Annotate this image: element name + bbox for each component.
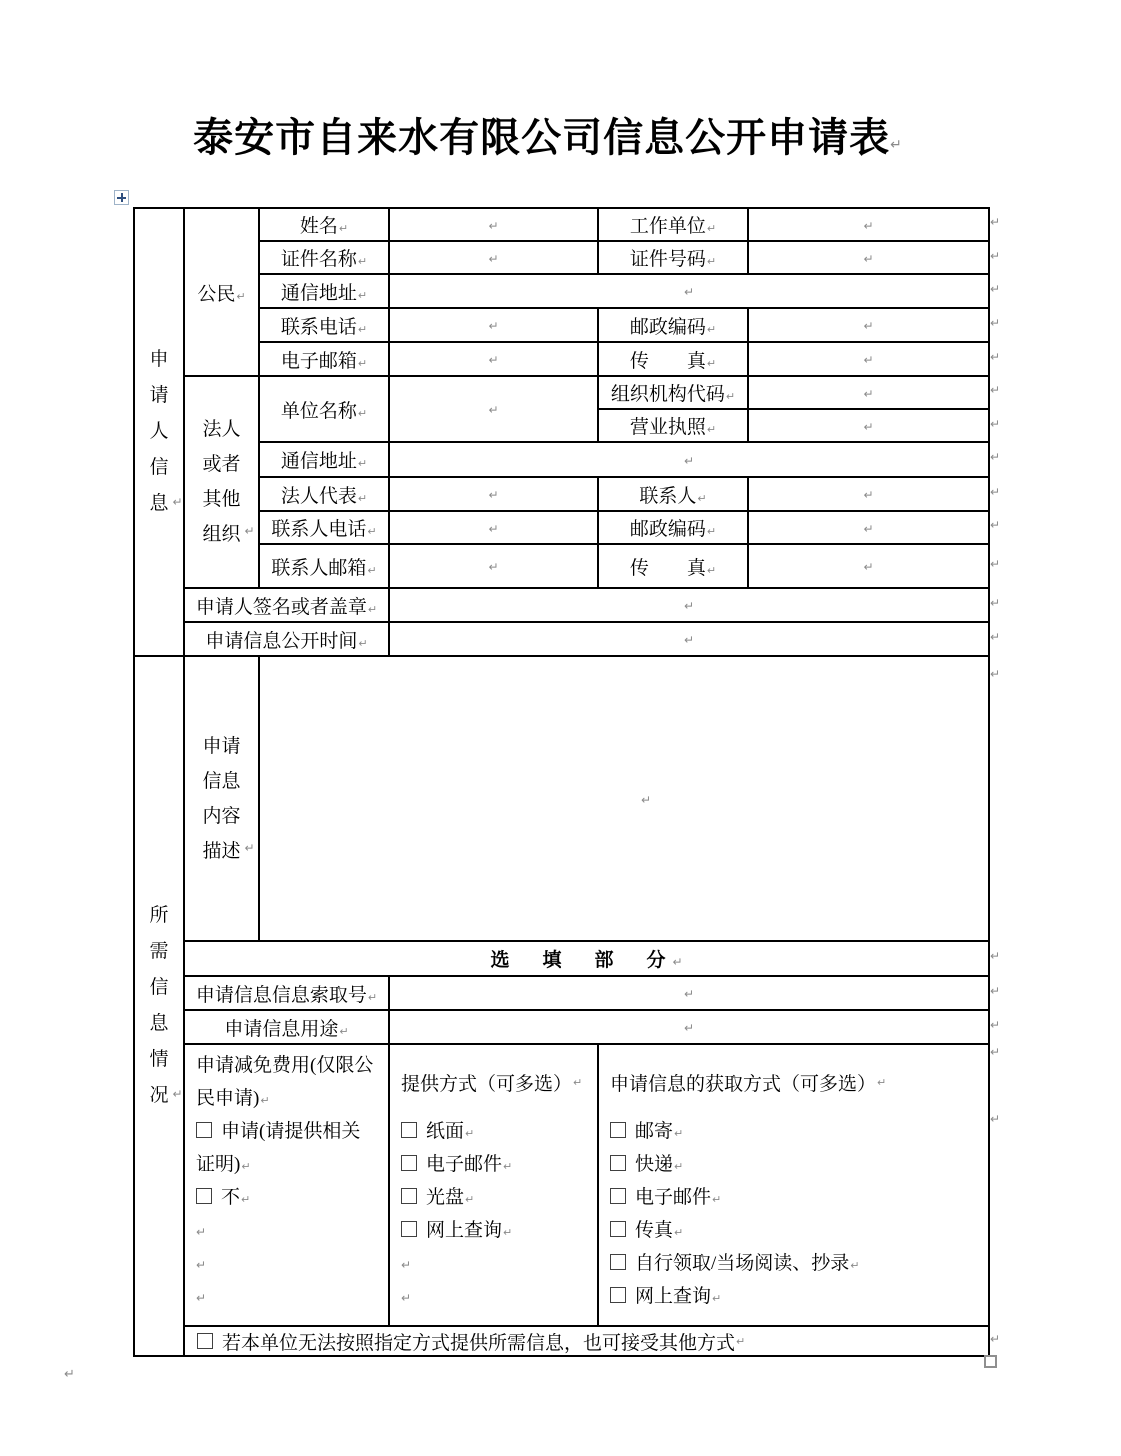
citizen-address-label: 通信地址↵	[259, 274, 389, 308]
section-required-label: 所需信息情况	[149, 905, 169, 1106]
checkbox-icon[interactable]	[401, 1221, 417, 1237]
row-end-mark: ↵	[990, 667, 1001, 681]
paragraph-mark: ↵	[863, 386, 874, 401]
paragraph-mark: ↵	[863, 419, 874, 434]
paragraph-mark: ↵	[196, 1225, 207, 1239]
section-applicant-label: 申请人信息	[149, 349, 169, 514]
fee-waiver-option-apply	[185, 1115, 388, 1148]
paragraph-mark: ↵	[401, 1291, 412, 1305]
citizen-fax-input-cell[interactable]	[748, 342, 989, 376]
paragraph-mark: ↵	[357, 406, 368, 420]
org-contact-label: 联系人↵	[598, 477, 748, 511]
paragraph-mark: ↵	[244, 840, 255, 855]
paragraph-mark: ↵	[863, 218, 874, 233]
paragraph-mark: ↵	[503, 1160, 513, 1173]
open-time-input-cell[interactable]	[389, 622, 989, 656]
paragraph-mark: ↵	[488, 218, 499, 233]
paragraph-mark: ↵	[683, 633, 695, 647]
checkbox-label: 若本单位无法按照指定方式提供所需信息，也可接受其他方式	[222, 1332, 736, 1354]
index-no-input-cell[interactable]	[389, 976, 989, 1010]
row-end-mark: ↵	[990, 417, 1001, 431]
paragraph-mark: ↵	[863, 353, 874, 367]
checkbox-label: 快递	[635, 1154, 674, 1175]
paragraph-mark: ↵	[172, 495, 183, 509]
paragraph-mark: ↵	[260, 1094, 270, 1107]
paragraph-mark: ↵	[725, 390, 736, 403]
checkbox-icon[interactable]	[610, 1155, 626, 1171]
checkbox-label: 申请(请提供相关	[221, 1121, 361, 1142]
row-end-mark: ↵	[990, 450, 1001, 464]
checkbox-label: 电子邮件	[426, 1154, 503, 1175]
group-citizen	[184, 208, 259, 376]
paragraph-mark: ↵	[672, 955, 683, 969]
paragraph-mark: ↵	[863, 488, 874, 502]
org-license-input-cell[interactable]	[748, 409, 989, 442]
index-no-label: 申请信息信息索取号↵	[184, 976, 389, 1010]
section-required-info	[134, 656, 184, 1356]
row-end-mark: ↵	[990, 350, 1001, 364]
fee-waiver-title-line1: 申请减免费用(仅限公	[196, 1055, 374, 1076]
paragraph-mark: ↵	[488, 319, 499, 333]
paragraph-mark: ↵	[573, 1075, 583, 1089]
paragraph-mark: ↵	[357, 322, 368, 336]
optional-section-header: 选 填 部 分↵	[184, 941, 989, 976]
provide-method-cell	[389, 1044, 598, 1326]
citizen-fax-label: 传 真↵	[598, 342, 748, 376]
content-desc-input-cell[interactable]	[259, 656, 989, 941]
org-license-label: 营业执照↵	[598, 409, 748, 442]
org-contact-phone-label: 联系人电话↵	[259, 511, 389, 544]
empty-line	[185, 1280, 388, 1313]
citizen-name-label: 姓名↵	[259, 208, 389, 241]
paragraph-mark: ↵	[357, 457, 368, 470]
paragraph-mark: ↵	[683, 1021, 695, 1035]
obtain-method-cell	[598, 1044, 989, 1326]
empty-line	[185, 1214, 388, 1247]
paragraph-mark: ↵	[196, 1291, 207, 1305]
checkbox-icon[interactable]	[401, 1155, 417, 1171]
page-title-text: 泰安市自来水有限公司信息公开申请表	[193, 116, 891, 160]
paragraph-mark: ↵	[706, 423, 717, 436]
checkbox-icon[interactable]	[610, 1287, 626, 1303]
citizen-cert-name-label: 证件名称↵	[259, 241, 389, 274]
paragraph-mark: ↵	[339, 1024, 349, 1038]
citizen-cert-no-label: 证件号码↵	[598, 241, 748, 274]
checkbox-label: 不	[221, 1187, 241, 1208]
checkbox-icon[interactable]	[610, 1188, 626, 1204]
fee-waiver-title-line2: 民申请)↵	[185, 1082, 388, 1115]
org-postcode-label: 邮政编码↵	[598, 511, 748, 544]
paragraph-mark: ↵	[488, 521, 499, 536]
citizen-postcode-input-cell[interactable]	[748, 308, 989, 342]
paragraph-mark: ↵	[465, 1127, 475, 1140]
checkbox-label: 光盘	[426, 1187, 465, 1208]
obtain-option-pickup	[599, 1247, 988, 1280]
paragraph-mark: ↵	[706, 563, 717, 577]
checkbox-label: 传真	[635, 1220, 674, 1241]
row-end-mark: ↵	[990, 557, 1001, 571]
checkbox-icon[interactable]	[401, 1188, 417, 1204]
paragraph-mark: ↵	[358, 636, 368, 650]
paragraph-mark: ↵	[674, 1127, 684, 1140]
paragraph-mark: ↵	[863, 251, 874, 266]
citizen-phone-label: 联系电话↵	[259, 308, 389, 342]
checkbox-icon[interactable]	[196, 1188, 212, 1204]
open-time-label: 申请信息公开时间↵	[184, 622, 389, 656]
paragraph-mark: ↵	[465, 1193, 475, 1206]
row-end-mark: ↵	[990, 984, 1001, 998]
paragraph-mark: ↵	[241, 1193, 251, 1206]
checkbox-label: 网上查询	[635, 1286, 712, 1307]
citizen-address-input-cell[interactable]	[389, 274, 989, 308]
provide-method-title: 提供方式（可多选） ↵	[401, 1073, 583, 1095]
paragraph-mark: ↵	[683, 453, 695, 468]
obtain-method-title: 申请信息的获取方式（可多选） ↵	[610, 1073, 887, 1095]
paragraph-mark: ↵	[706, 356, 717, 370]
obtain-option-fax	[599, 1214, 988, 1247]
obtain-option-email	[599, 1181, 988, 1214]
citizen-email-label: 电子邮箱↵	[259, 342, 389, 376]
paragraph-mark: ↵	[196, 1258, 207, 1272]
org-unit-name-label: 单位名称↵	[259, 376, 389, 442]
row-end-mark: ↵	[990, 215, 1001, 229]
paragraph-mark: ↵	[697, 491, 707, 505]
citizen-name-input-cell[interactable]	[389, 208, 598, 241]
checkbox-icon[interactable]	[196, 1122, 212, 1138]
paragraph-mark: ↵	[488, 560, 499, 574]
fee-waiver-option-no	[185, 1181, 388, 1214]
citizen-postcode-label: 邮政编码↵	[598, 308, 748, 342]
paragraph-mark: ↵	[244, 524, 255, 538]
content-desc-label-cell	[184, 656, 259, 941]
table-resize-handle[interactable]	[984, 1355, 997, 1368]
row-end-mark: ↵	[990, 383, 1001, 397]
paragraph-mark: ↵	[712, 1193, 722, 1206]
provide-option-online	[390, 1214, 597, 1247]
paragraph-mark: ↵	[488, 251, 499, 266]
paragraph-mark: ↵	[503, 1226, 513, 1239]
citizen-phone-input-cell[interactable]	[389, 308, 598, 342]
paragraph-mark: ↵	[683, 285, 695, 299]
row-end-mark: ↵	[990, 1018, 1001, 1032]
purpose-label: 申请信息用途↵	[184, 1010, 389, 1044]
empty-line	[390, 1247, 597, 1280]
signature-input-cell[interactable]	[389, 588, 989, 622]
row-end-mark: ↵	[990, 596, 1001, 610]
checkbox-label: 自行领取/当场阅读、抄录	[635, 1253, 850, 1274]
provide-option-email	[390, 1148, 597, 1181]
group-citizen-label: 公民	[197, 283, 236, 305]
checkbox-icon[interactable]	[610, 1221, 626, 1237]
row-end-mark: ↵	[990, 518, 1001, 532]
paragraph-mark: ↵	[683, 599, 695, 613]
paragraph-mark: ↵	[367, 563, 377, 577]
paragraph-mark: ↵	[357, 491, 368, 505]
paragraph-mark: ↵	[357, 356, 368, 370]
paragraph-mark: ↵	[357, 288, 368, 302]
paragraph-mark: ↵	[850, 1259, 860, 1272]
paragraph-mark: ↵	[488, 353, 499, 367]
paragraph-mark: ↵	[172, 1087, 183, 1101]
org-contact-email-input-cell[interactable]	[389, 544, 598, 588]
table-move-handle-icon[interactable]	[114, 190, 129, 205]
document-end-paragraph-mark: ↵	[64, 1367, 75, 1382]
checkbox-icon[interactable]	[610, 1254, 626, 1270]
purpose-input-cell[interactable]	[389, 1010, 989, 1044]
application-form-table	[133, 207, 990, 1357]
row-end-mark: ↵	[990, 249, 1001, 263]
empty-line	[390, 1280, 597, 1313]
citizen-email-input-cell[interactable]	[389, 342, 598, 376]
checkbox-label: 电子邮件	[635, 1187, 712, 1208]
row-end-mark: ↵	[990, 485, 1001, 499]
org-fax-input-cell[interactable]	[748, 544, 989, 588]
checkbox-label: 证明)	[196, 1154, 241, 1175]
fee-waiver-option-apply-wrap	[185, 1148, 388, 1181]
fee-waiver-cell	[184, 1044, 389, 1326]
page-title	[0, 106, 1095, 163]
org-address-input-cell[interactable]	[389, 442, 989, 477]
paragraph-mark: ↵	[367, 602, 378, 616]
row-end-mark: ↵	[990, 1332, 1001, 1346]
org-contact-email-label: 联系人邮箱↵	[259, 544, 389, 588]
citizen-work-unit-label: 工作单位↵	[598, 208, 748, 241]
citizen-cert-no-input-cell[interactable]	[748, 241, 989, 274]
paragraph-mark: ↵	[236, 289, 246, 303]
paragraph-mark: ↵	[367, 525, 377, 538]
paragraph-mark: ↵	[890, 137, 902, 153]
content-desc-label: 申请信息内容描述	[202, 735, 241, 862]
obtain-option-mail	[599, 1115, 988, 1148]
paragraph-mark: ↵	[736, 1334, 746, 1348]
checkbox-label: 纸面	[426, 1121, 465, 1142]
paragraph-mark: ↵	[877, 1075, 887, 1089]
row-end-mark: ↵	[990, 282, 1001, 296]
paragraph-mark: ↵	[401, 1258, 412, 1272]
org-code-input-cell[interactable]	[748, 376, 989, 409]
paragraph-mark: ↵	[706, 255, 717, 268]
org-unit-name-input-cell[interactable]	[389, 376, 598, 442]
org-contact-input-cell[interactable]	[748, 477, 989, 511]
paragraph-mark: ↵	[706, 322, 717, 336]
org-legal-rep-input-cell[interactable]	[389, 477, 598, 511]
row-end-mark: ↵	[990, 949, 1001, 963]
paragraph-mark: ↵	[674, 1226, 684, 1239]
paragraph-mark: ↵	[357, 255, 368, 268]
paragraph-mark: ↵	[338, 222, 349, 235]
org-code-label: 组织机构代码↵	[598, 376, 748, 409]
paragraph-mark: ↵	[640, 792, 652, 807]
paragraph-mark: ↵	[488, 488, 499, 502]
provide-option-disc	[390, 1181, 597, 1214]
paragraph-mark: ↵	[241, 1160, 251, 1173]
org-address-label: 通信地址↵	[259, 442, 389, 477]
checkbox-icon[interactable]	[401, 1122, 417, 1138]
citizen-work-unit-input-cell[interactable]	[748, 208, 989, 241]
paragraph-mark: ↵	[863, 319, 874, 333]
checkbox-label: 网上查询	[426, 1220, 503, 1241]
other-method-option	[185, 1328, 988, 1355]
signature-label: 申请人签名或者盖章↵	[184, 588, 389, 622]
provide-option-paper	[390, 1115, 597, 1148]
row-end-mark: ↵	[990, 316, 1001, 330]
citizen-cert-name-input-cell[interactable]	[389, 241, 598, 274]
obtain-option-express	[599, 1148, 988, 1181]
row-end-mark: ↵	[990, 630, 1001, 644]
paragraph-mark: ↵	[863, 560, 874, 574]
group-organization	[184, 376, 259, 588]
row-end-mark: ↵	[990, 1112, 1001, 1126]
group-organization-label: 法人或者其他组织	[202, 419, 241, 545]
paragraph-mark: ↵	[683, 987, 695, 1001]
other-method-cell	[184, 1326, 989, 1356]
paragraph-mark: ↵	[863, 521, 874, 536]
paragraph-mark: ↵	[712, 1292, 722, 1305]
paragraph-mark: ↵	[488, 403, 499, 417]
paragraph-mark: ↵	[367, 990, 378, 1004]
paragraph-mark: ↵	[706, 222, 717, 235]
org-legal-rep-label: 法人代表↵	[259, 477, 389, 511]
checkbox-label: 邮寄	[635, 1121, 674, 1142]
checkbox-icon[interactable]	[610, 1122, 626, 1138]
paragraph-mark: ↵	[674, 1160, 684, 1173]
org-postcode-input-cell[interactable]	[748, 511, 989, 544]
paragraph-mark: ↵	[706, 525, 717, 538]
org-fax-label: 传 真↵	[598, 544, 748, 588]
section-applicant-info	[134, 208, 184, 656]
obtain-option-online	[599, 1280, 988, 1313]
row-end-mark: ↵	[990, 1045, 1001, 1059]
empty-line	[185, 1247, 388, 1280]
checkbox-icon[interactable]	[197, 1333, 213, 1349]
org-contact-phone-input-cell[interactable]	[389, 511, 598, 544]
